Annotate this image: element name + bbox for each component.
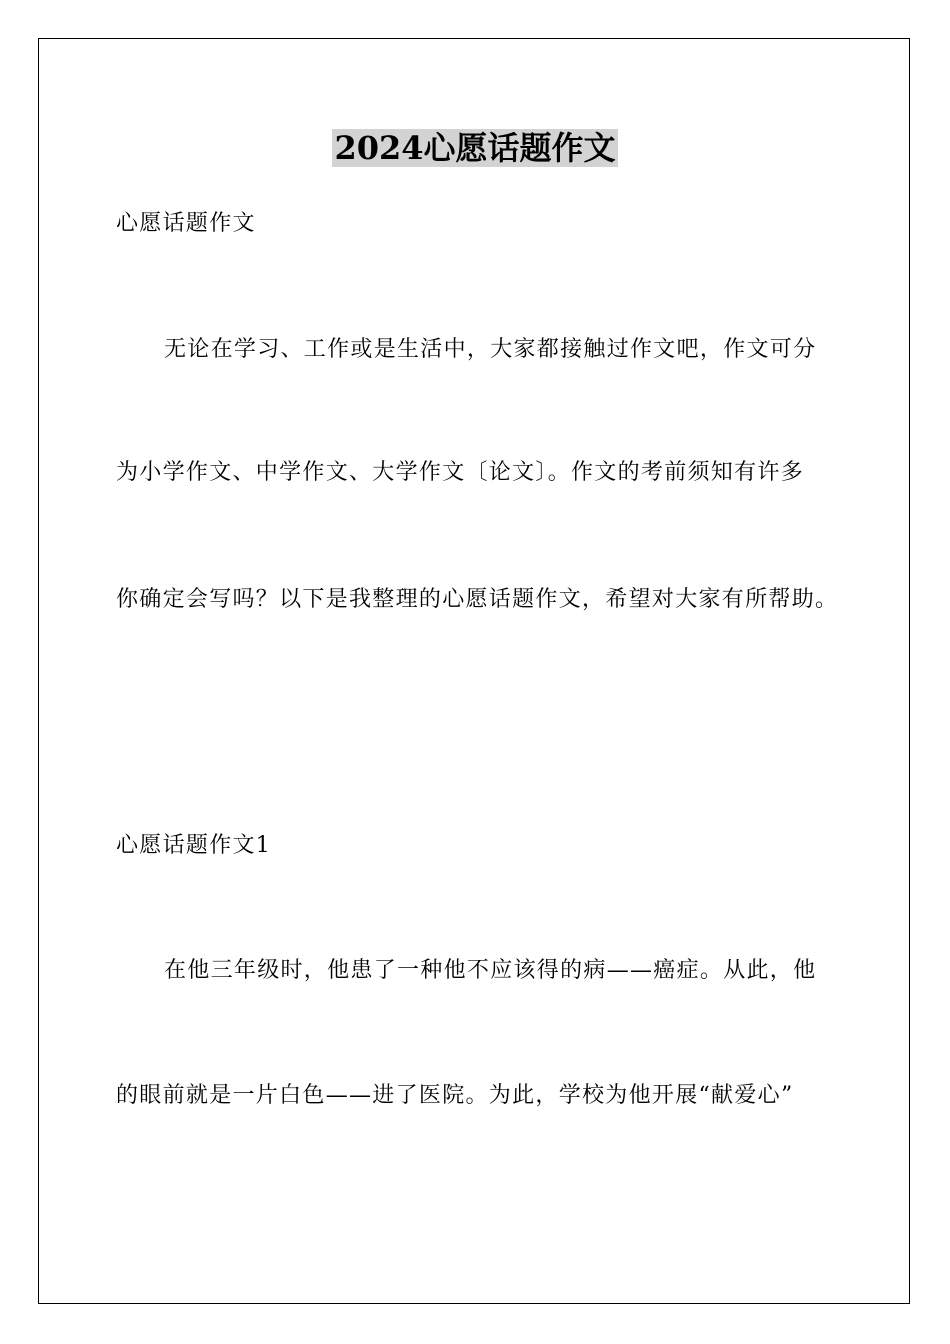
document-title: [0, 128, 950, 168]
section-heading: 心愿话题作文1: [116, 833, 272, 858]
document-subtitle: 心愿话题作文: [116, 211, 256, 236]
intro-line-3: 你确定会写吗？以下是我整理的心愿话题作文，希望对大家有所帮助。: [116, 587, 839, 612]
intro-line-2: 为小学作文、中学作文、大学作文〔论文〕。作文的考前须知有许多: [116, 460, 805, 485]
section-line-1: 在他三年级时，他患了一种他不应该得的病——癌症。从此，他: [164, 958, 817, 983]
intro-line-1: 无论在学习、工作或是生活中，大家都接触过作文吧，作文可分: [164, 337, 817, 362]
document-title-text: 2024心愿话题作文: [334, 129, 616, 167]
section-line-2: 的眼前就是一片白色——进了医院。为此，学校为他开展“献爱心”: [116, 1083, 794, 1108]
